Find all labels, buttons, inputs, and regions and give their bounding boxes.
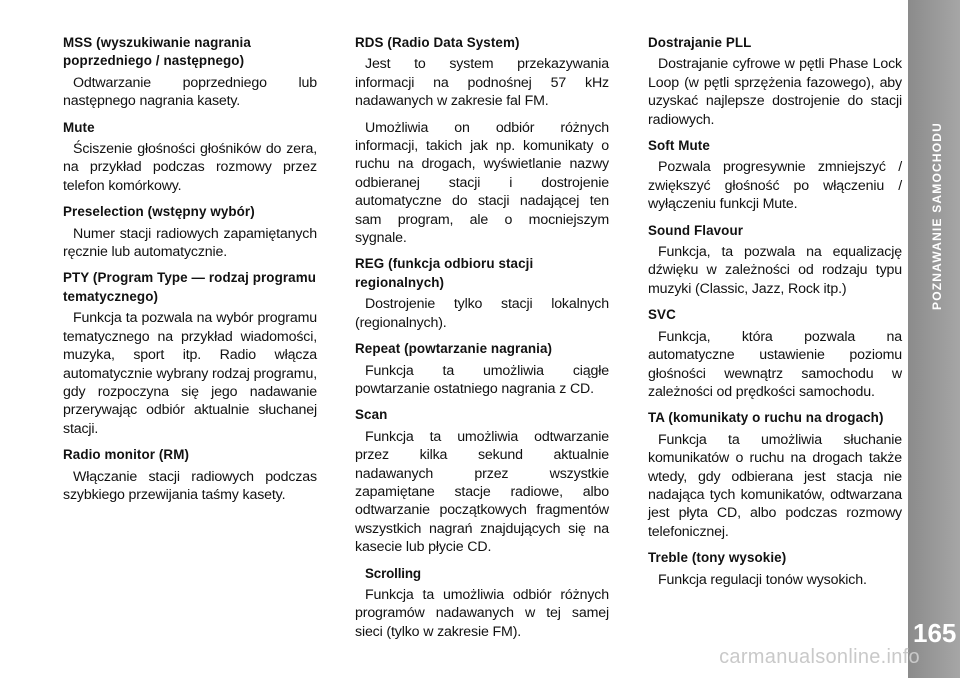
entry-term: REG (funkcja odbioru stacji regionalnych) bbox=[355, 256, 534, 290]
entry-term: TA (komunikaty o ruchu na drogach) bbox=[648, 410, 884, 426]
entry-term: SVC bbox=[648, 307, 676, 323]
entry-pty bbox=[63, 269, 317, 438]
entry-term: Repeat (powtarzanie nagrania) bbox=[355, 341, 553, 357]
entry-description: Umożliwia on odbiór różnych informacji, takich jak np. komunikaty o ruchu na drogach, wyświetlanie nazwy odbieranej stacji i dostrojenie automatyczne do stacji nadającej ten sam program, ale o mocniejszym sygnale. bbox=[355, 119, 609, 247]
chapter-sidebar bbox=[908, 0, 960, 678]
entry-description: Dostrajanie cyfrowe w pętli Phase Lock Loop (w pętli sprzężenia fazowego), aby uzyskać najlepsze dostrojenie do stacji radiowych. bbox=[648, 56, 902, 128]
entry-term: Scrolling bbox=[365, 565, 421, 581]
entry-description: Funkcja ta pozwala na wybór programu tematycznego na przykład wiadomości, muzyka, sport itp. Radio włącza automatycznie wybrany rodzaj programu, gdy rozpoczyna się jego nadawanie przerywając odbiór aktualnie słuchanej stacji. bbox=[63, 310, 317, 437]
entry-term: MSS (wyszukiwanie nagrania poprzedniego / następnego) bbox=[63, 35, 251, 69]
entry-term: Scan bbox=[355, 407, 388, 423]
entry-term: Preselection (wstępny wybór) bbox=[63, 204, 255, 220]
entry-ta bbox=[648, 409, 902, 541]
entry-svc bbox=[648, 306, 902, 401]
entry-description: Pozwala progresywnie zmniejszyć / zwiększyć głośność po włączeniu / wyłączeniu funkcji Mute. bbox=[648, 159, 902, 213]
entry-term: Radio monitor (RM) bbox=[63, 447, 190, 463]
entry-term: RDS (Radio Data System) bbox=[355, 35, 520, 50]
entry-mss bbox=[63, 34, 317, 111]
entry-description: Jest to system przekazywania informacji na podnośnej 57 kHz nadawanych w zakresie fal FM. bbox=[355, 56, 609, 110]
entry-description: Numer stacji radiowych zapamiętanych ręcznie lub automatycznie. bbox=[63, 225, 317, 261]
entry-description: Włączanie stacji radiowych podczas szybkiego przewijania taśmy kasety. bbox=[63, 468, 317, 503]
entry-scan bbox=[355, 406, 609, 556]
entry-term: Soft Mute bbox=[648, 138, 710, 154]
page-number: 165 bbox=[913, 618, 957, 648]
entry-description: Funkcja ta umożliwia odtwarzanie przez kilka sekund aktualnie nadawanych przez wszystkie zapamiętane stacje radiowe, albo odtwarzanie początkowych fragmentów wszystkich nagrań znajdujących się na kasecie lub płycie CD. bbox=[355, 428, 609, 556]
entry-preselection bbox=[63, 203, 317, 261]
entry-term: Sound Flavour bbox=[648, 222, 744, 238]
entry-description: Odtwarzanie poprzedniego lub następnego nagrania kasety. bbox=[63, 74, 317, 110]
text-column-2 bbox=[355, 34, 609, 649]
entry-rds bbox=[355, 34, 609, 111]
entry-description: Funkcja ta umożliwia słuchanie komunikatów o ruchu na drogach także wtedy, gdy odbierana jest stacja nie nadająca tych komunikatów, odtwarzana jest płyta CD, albo podczas rozmowy telefonicznej. bbox=[648, 431, 902, 540]
entry-treble bbox=[648, 549, 902, 589]
text-column-1 bbox=[63, 34, 317, 512]
text-column-3 bbox=[648, 34, 902, 597]
entry-radio-monitor bbox=[63, 446, 317, 504]
entry-description: Ściszenie głośności głośników do zera, na przykład podczas rozmowy przez telefon komórkowy. bbox=[63, 141, 317, 194]
entry-sound-flavour bbox=[648, 222, 902, 299]
entry-reg bbox=[355, 255, 609, 332]
entry-term: PTY (Program Type — rodzaj programu tematycznego) bbox=[63, 270, 317, 304]
entry-term: Mute bbox=[63, 119, 95, 135]
entry-mute bbox=[63, 119, 317, 196]
entry-description: Funkcja ta umożliwia ciągłe powtarzanie ostatniego nagrania z CD. bbox=[355, 362, 609, 397]
entry-term: Dostrajanie PLL bbox=[648, 35, 752, 50]
entry-rds-continued bbox=[355, 119, 609, 248]
entry-soft-mute bbox=[648, 137, 902, 214]
entry-scrolling bbox=[355, 565, 609, 642]
entry-description: Funkcja, ta pozwala na equalizację dźwięku w zależności od rodzaju typu muzyki (Classic, Jazz, Rock itp.) bbox=[648, 244, 902, 297]
entry-repeat bbox=[355, 340, 609, 398]
watermark: carmanualsonline.info bbox=[719, 646, 920, 668]
chapter-title: POZNAWANIE SAMOCHODU bbox=[930, 121, 944, 310]
entry-description: Dostrojenie tylko stacji lokalnych (regionalnych). bbox=[355, 296, 609, 331]
entry-description: Funkcja ta umożliwia odbiór różnych programów nadawanych w tej samej sieci (tylko w zakresie FM). bbox=[355, 586, 609, 640]
entry-pll bbox=[648, 34, 902, 129]
entry-description: Funkcja regulacji tonów wysokich. bbox=[658, 571, 867, 588]
entry-description: Funkcja, która pozwala na automatyczne ustawienie poziomu głośności wewnątrz samochodu w zależności od prędkości samochodu. bbox=[648, 328, 902, 400]
entry-term: Treble (tony wysokie) bbox=[648, 550, 787, 566]
